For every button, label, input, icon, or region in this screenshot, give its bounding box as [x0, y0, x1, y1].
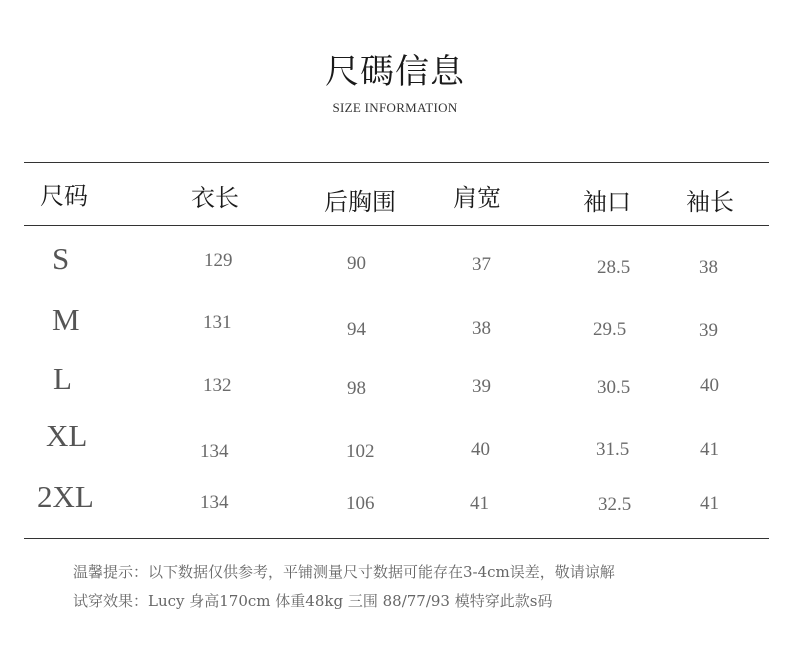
chest-value: 94	[347, 319, 366, 340]
sleeve-value: 41	[700, 493, 719, 514]
sleeve-value: 39	[699, 320, 718, 341]
measurement-note: 温馨提示：以下数据仅供参考，平铺测量尺寸数据可能存在3-4cm误差，敬请谅解	[73, 563, 615, 581]
cuff-value: 30.5	[597, 377, 631, 398]
size-label: S	[52, 241, 70, 276]
table-top-rule	[24, 162, 769, 163]
length-value: 131	[203, 312, 232, 333]
size-label: XL	[46, 418, 88, 453]
size-label: L	[53, 361, 72, 396]
length-value: 134	[200, 441, 229, 462]
cuff-value: 31.5	[596, 439, 630, 460]
chest-value: 90	[347, 253, 366, 274]
shoulder-value: 40	[471, 439, 490, 460]
chest-value: 106	[346, 493, 375, 514]
sleeve-value: 38	[699, 257, 718, 278]
shoulder-value: 37	[472, 254, 491, 275]
cuff-value: 32.5	[598, 494, 632, 515]
page-title: 尺碼信息	[325, 52, 465, 92]
column-header-length: 衣长	[191, 184, 239, 212]
length-value: 129	[204, 250, 233, 271]
column-header-cuff: 袖口	[583, 188, 631, 216]
table-header-rule	[24, 225, 769, 226]
length-value: 134	[200, 492, 229, 513]
column-header-chest: 后胸围	[324, 188, 396, 216]
shoulder-value: 41	[470, 493, 489, 514]
page-subtitle: SIZE INFORMATION	[332, 100, 458, 115]
chest-value: 102	[346, 441, 375, 462]
size-label: M	[52, 302, 80, 337]
fitting-note: 试穿效果：Lucy 身高170cm 体重48kg 三围 88/77/93 模特穿此款s码	[73, 592, 553, 610]
length-value: 132	[203, 375, 232, 396]
cuff-value: 29.5	[593, 319, 627, 340]
table-bottom-rule	[24, 538, 769, 539]
cuff-value: 28.5	[597, 257, 631, 278]
column-header-shoulder: 肩宽	[453, 184, 501, 212]
chest-value: 98	[347, 378, 366, 399]
column-header-sleeve: 袖长	[686, 188, 734, 216]
shoulder-value: 39	[472, 376, 491, 397]
size-label: 2XL	[37, 479, 94, 514]
sleeve-value: 41	[700, 439, 719, 460]
shoulder-value: 38	[472, 318, 491, 339]
column-header-size: 尺码	[40, 182, 88, 210]
sleeve-value: 40	[700, 375, 719, 396]
